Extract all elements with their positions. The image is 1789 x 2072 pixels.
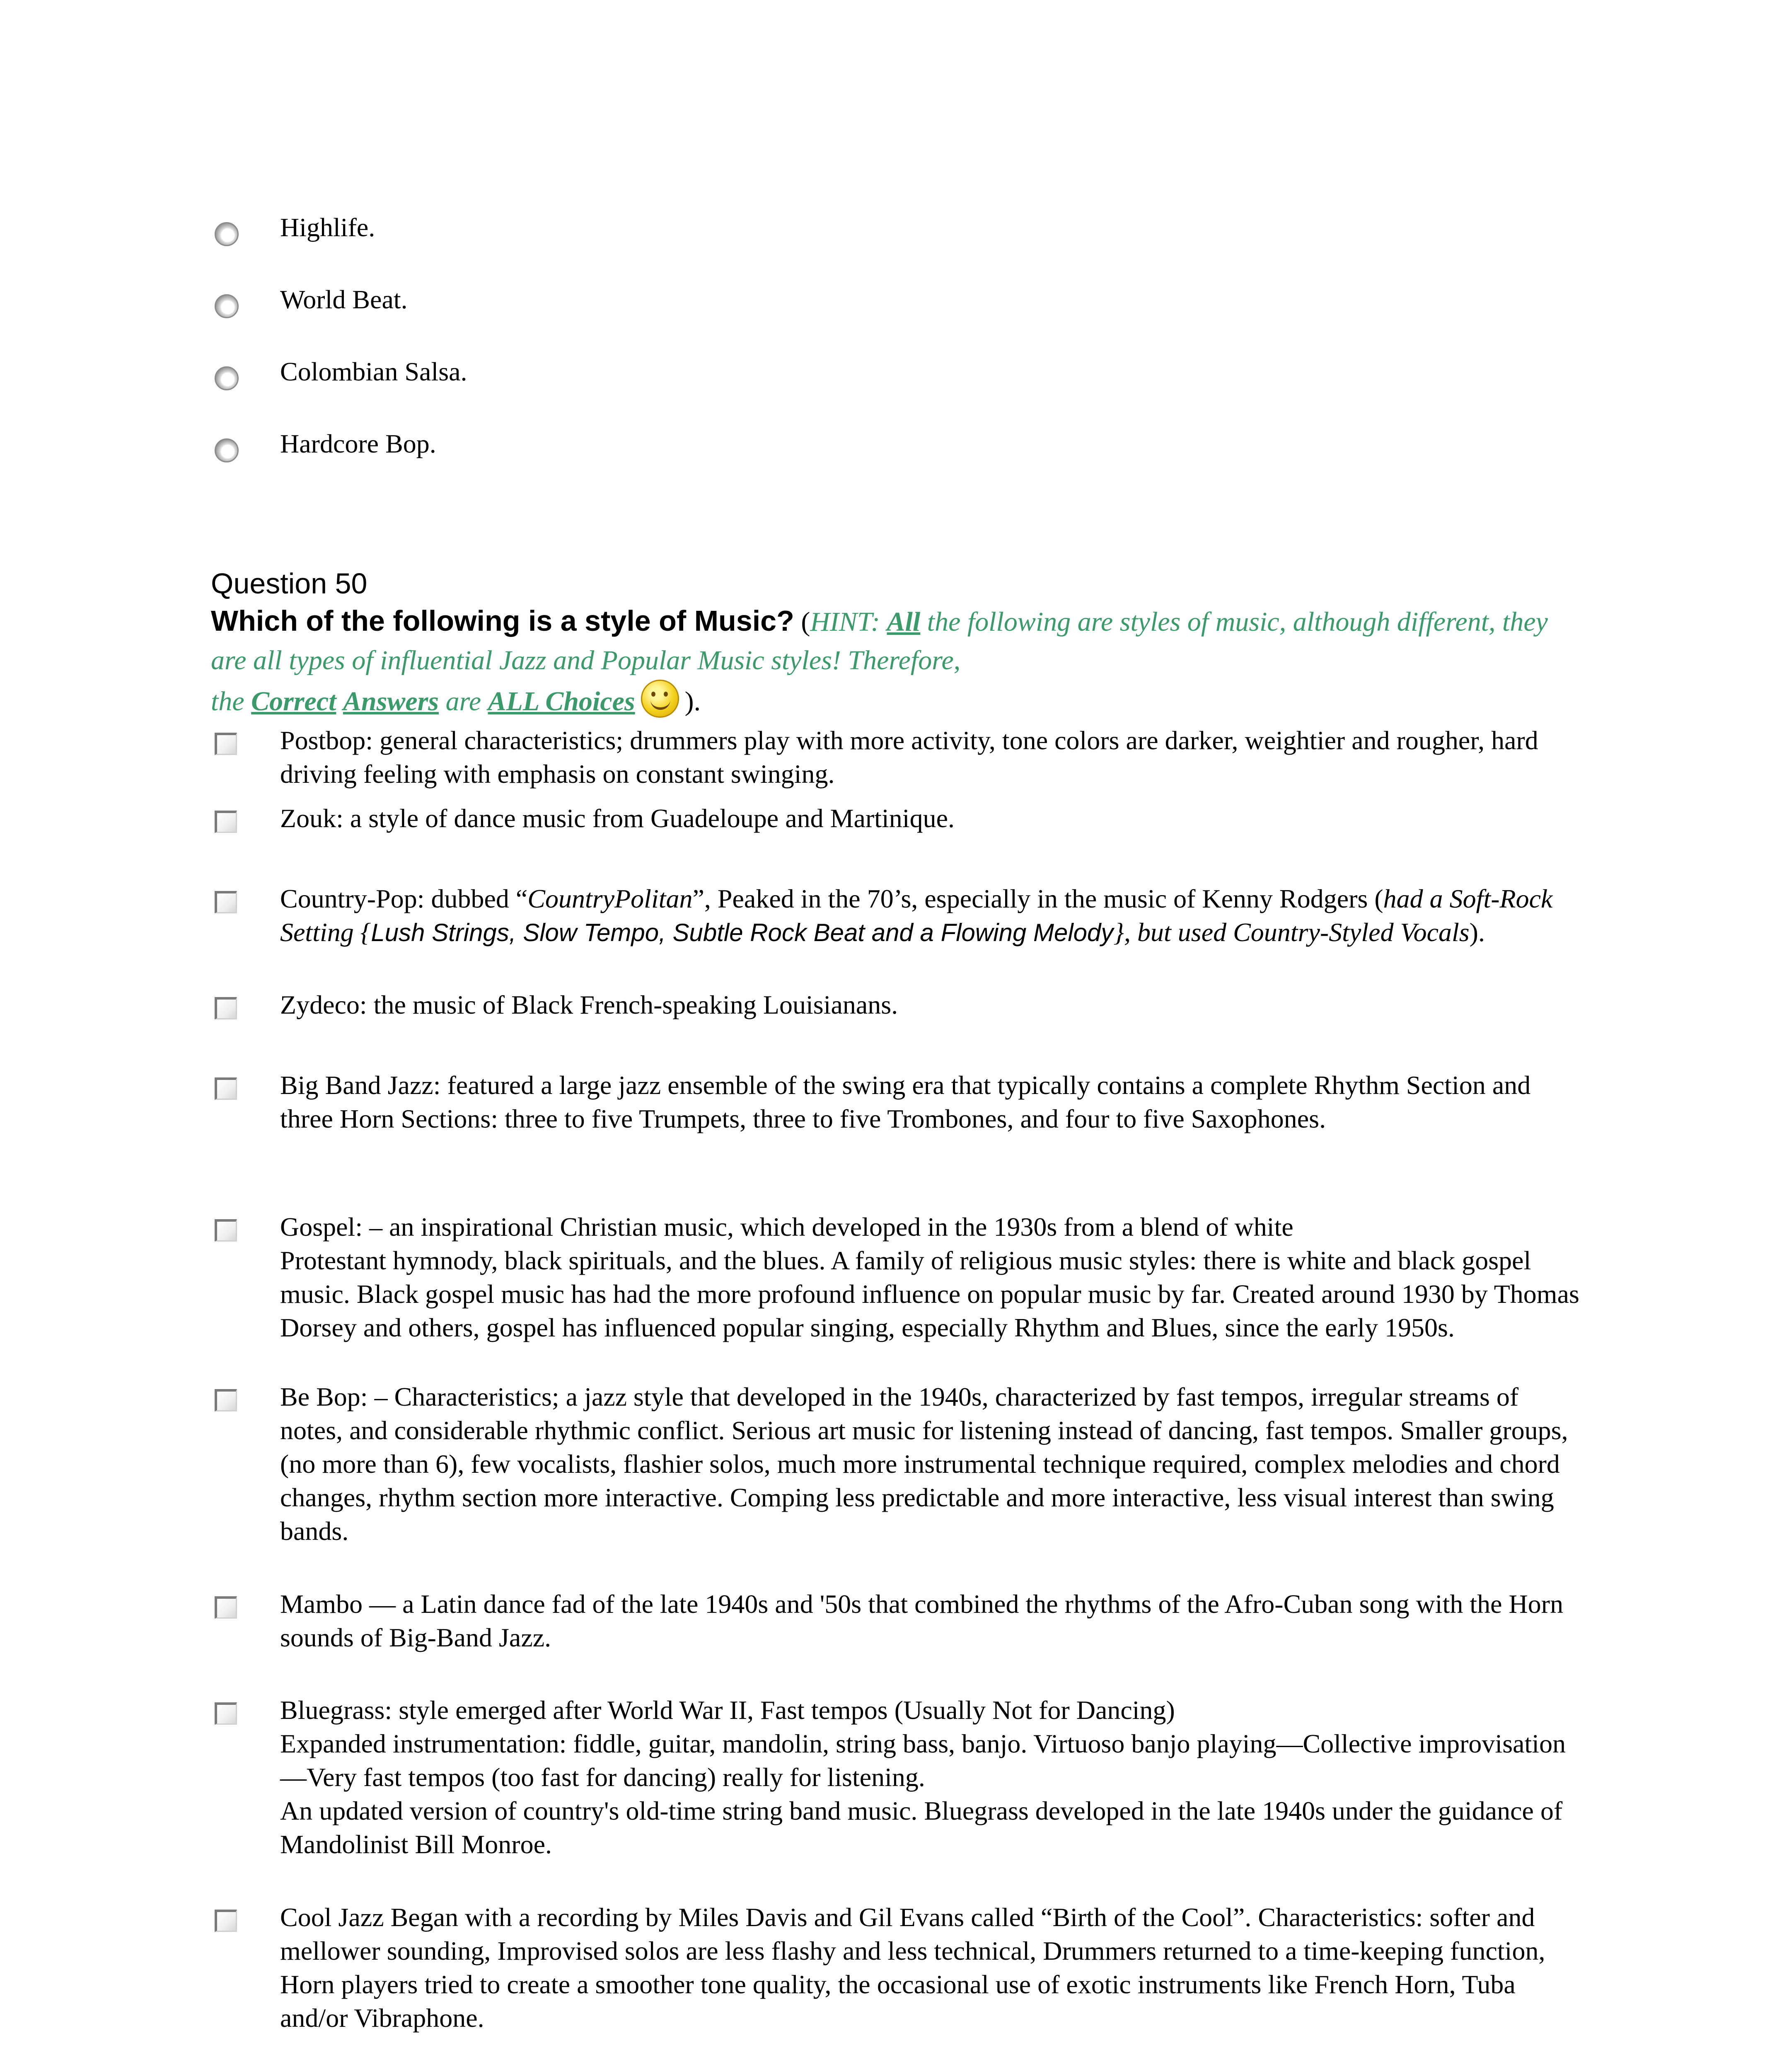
choice-text: Zydeco: the music of Black French-speaking Louisianans.: [280, 990, 898, 1019]
choice-text-italic: CountryPolitan: [527, 884, 693, 913]
smiley-face-icon: [641, 680, 679, 718]
choice-text: [280, 1693, 1581, 1861]
choice-text-italic: had a Soft-Rock Setting {: [280, 884, 1553, 947]
paren-open: (: [801, 607, 810, 637]
choice-text-line: Gospel: – an inspirational Christian music, which developed in the 1930s from a blend of white: [280, 1212, 1293, 1242]
radio-button[interactable]: [215, 366, 239, 390]
choice-text: Zouk: a style of dance music from Guadeloupe and Martinique.: [280, 804, 955, 833]
choice-text: [280, 882, 1581, 949]
radio-button[interactable]: [215, 438, 239, 462]
question-heading: Question 50: [211, 567, 367, 600]
choice-text: Cool Jazz Began with a recording by Miles Davis and Gil Evans called “Birth of the Cool”. Characteristics: softer and mellower sounding, Improvised solos are less flashy and less technical, Drummers returned to a time-keeping function, Horn players tried to create a smoother tone quality, the occasional use of exotic instruments like French Horn, Tuba and/or Vibraphone.: [280, 1903, 1545, 2033]
checkbox[interactable]: [215, 1702, 237, 1725]
checkbox[interactable]: [215, 811, 237, 833]
hint-the: the: [211, 686, 244, 716]
choice-text-part: Country-Pop: dubbed “: [280, 884, 528, 913]
choice-text: [280, 1210, 1581, 1344]
choice-text-italic: }, but used Country-Styled Vocals: [1113, 917, 1470, 947]
choice-text-line: Protestant hymnody, black spirituals, and the blues. A family of religious music styles: there is white and black gospel music. Black gospel music has had the more profound influence on popular music by far. Created around 1930 by Thomas Dorsey and others, gospel has influenced popular singing, especially Rhythm and Blues, since the early 1950s.: [280, 1246, 1579, 1342]
checkbox[interactable]: [215, 1389, 237, 1411]
hint-all-choices-link[interactable]: ALL Choices: [488, 686, 635, 716]
radio-button[interactable]: [215, 222, 239, 246]
checkbox[interactable]: [215, 891, 237, 913]
question-prompt: [211, 602, 1578, 721]
option-label: World Beat.: [280, 285, 408, 314]
hint-are: are: [445, 686, 481, 716]
choice-text: Big Band Jazz: featured a large jazz ensemble of the swing era that typically contains a complete Rhythm Section and three Horn Sections: three to five Trumpets, three to five Trombones, and four to five Saxophones.: [280, 1070, 1531, 1133]
choice-text: Be Bop: – Characteristics; a jazz style that developed in the 1940s, characterized by fast tempos, irregular streams of notes, and considerable rhythmic conflict. Serious art music for listening instead of dancing, fast tempos. Smaller groups, (no more than 6), few vocalists, flashier solos, much more instrumental technique required, complex melodies and chord changes, rhythm section more interactive. Comping less predictable and more interactive, less visual interest than swing bands.: [280, 1382, 1568, 1546]
choice-text-line: Bluegrass: style emerged after World War II, Fast tempos (Usually Not for Dancing): [280, 1695, 1175, 1725]
option-label: Hardcore Bop.: [280, 429, 436, 458]
hint-all-link[interactable]: All: [887, 607, 921, 637]
checkbox[interactable]: [215, 1910, 237, 1932]
checkbox[interactable]: [215, 1077, 237, 1100]
checkbox[interactable]: [215, 1219, 237, 1242]
choice-text-part: ).: [1469, 917, 1485, 947]
question-text: Which of the following is a style of Music?: [211, 605, 794, 637]
option-label: Colombian Salsa.: [280, 357, 467, 386]
hint-prefix: HINT:: [810, 607, 880, 637]
checkbox[interactable]: [215, 997, 237, 1019]
choice-text-part: ”, Peaked in the 70’s, especially in the music of Kenny Rodgers (: [692, 884, 1383, 913]
hint-correct-link[interactable]: Correct: [251, 686, 336, 716]
checkbox[interactable]: [215, 733, 237, 755]
hint-text: the following are styles of music, although different, they are all types of influential Jazz and Popular Music styles! Therefore,: [211, 607, 1548, 675]
paren-close: ).: [684, 686, 701, 716]
choice-text: Mambo — a Latin dance fad of the late 1940s and '50s that combined the rhythms of the Afro-Cuban song with the Horn sounds of Big-Band Jazz.: [280, 1589, 1564, 1652]
checkbox[interactable]: [215, 1596, 237, 1619]
option-label: Highlife.: [280, 213, 375, 242]
choice-text: Postbop: general characteristics; drummers play with more activity, tone colors are darker, weightier and rougher, hard driving feeling with emphasis on constant swinging.: [280, 726, 1538, 789]
choice-text-line: Expanded instrumentation: fiddle, guitar, mandolin, string bass, banjo. Virtuoso banjo playing—Collective improvisation—Very fast tempos (too fast for dancing) really for listening.: [280, 1729, 1566, 1792]
choice-text-sans-italic: Lush Strings, Slow Tempo, Subtle Rock Beat and a Flowing Melody: [371, 919, 1114, 946]
radio-button[interactable]: [215, 294, 239, 318]
choice-text-line: An updated version of country's old-time string band music. Bluegrass developed in the late 1940s under the guidance of Mandolinist Bill Monroe.: [280, 1796, 1563, 1859]
hint-answers-link[interactable]: Answers: [343, 686, 439, 716]
